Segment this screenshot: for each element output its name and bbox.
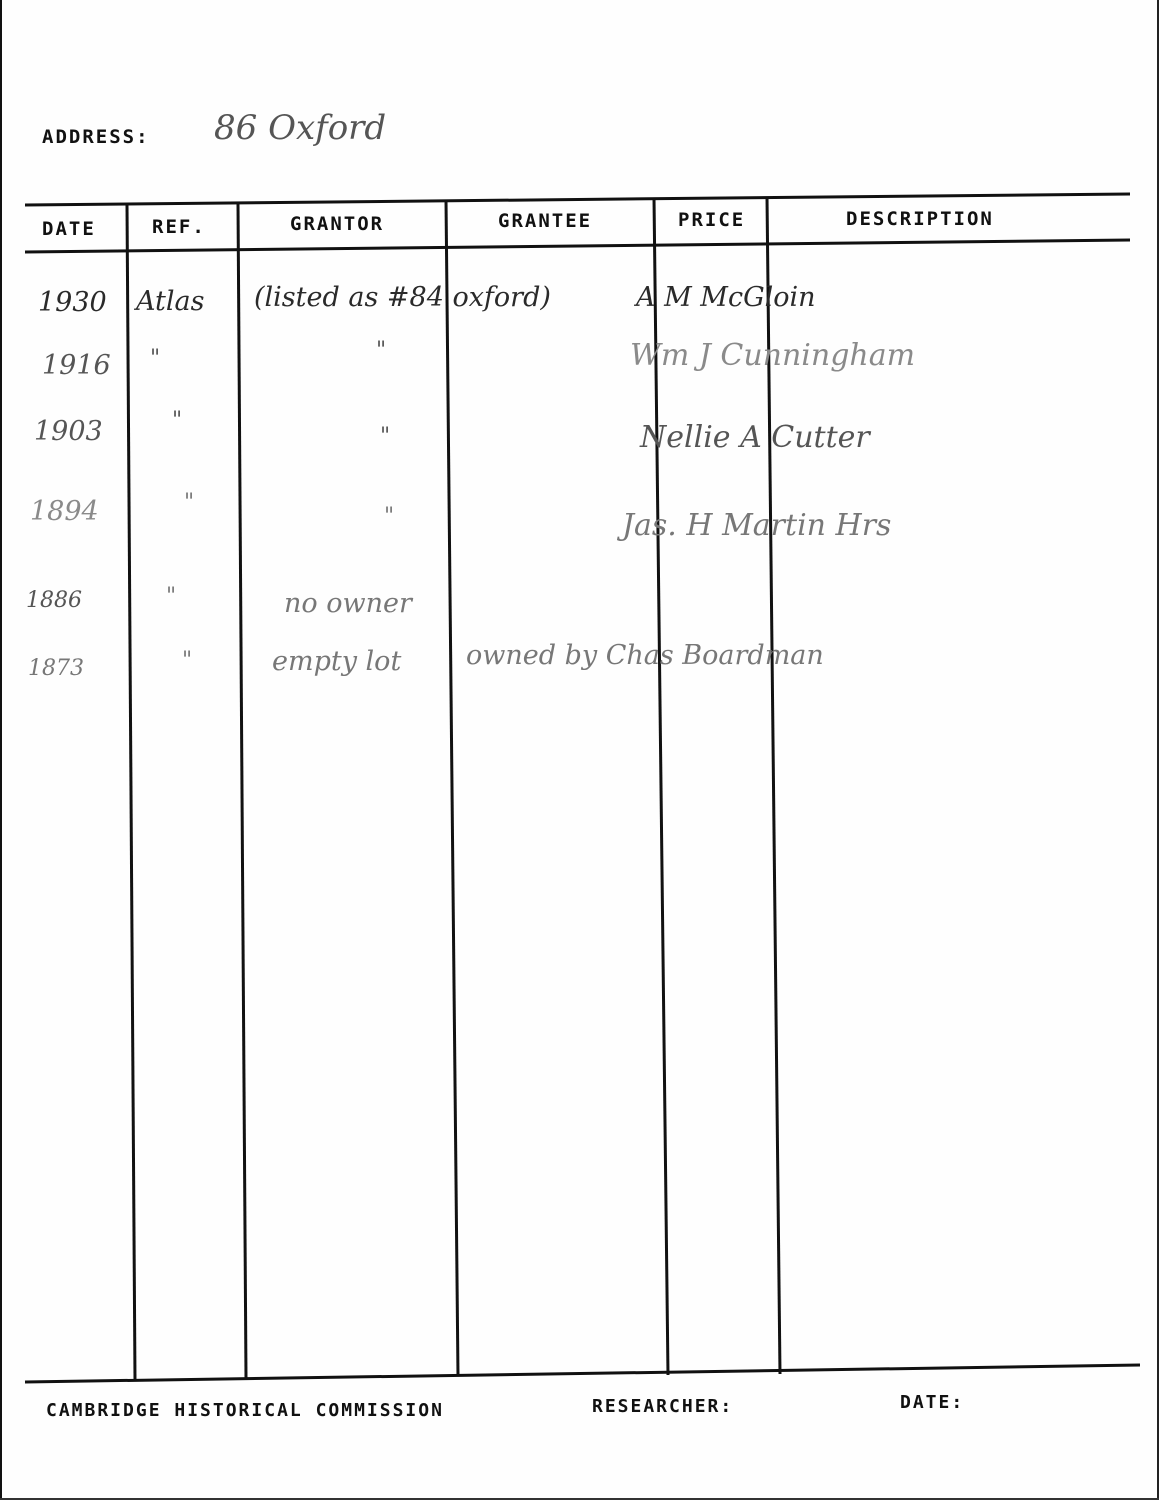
column-header-ref: REF. — [152, 216, 206, 238]
column-header-grantor: GRANTOR — [290, 213, 385, 235]
table-row-date: 1930 — [38, 287, 107, 318]
table-row-ref: " — [172, 408, 183, 433]
table-row-owner: Wm J Cunningham — [630, 338, 916, 373]
address-value: 86 Oxford — [214, 108, 387, 148]
table-row-date: 1873 — [28, 656, 84, 681]
table-row-grantor: " — [376, 338, 387, 363]
date-label: DATE: — [900, 1392, 965, 1413]
table-row-grantor: empty lot — [272, 646, 402, 677]
table-row-grantor: (listed as #84 oxford) — [254, 282, 551, 313]
table-row-owner: Nellie A Cutter — [640, 420, 870, 455]
table-row-date: 1894 — [30, 496, 99, 527]
table-row-owner: A M McGloin — [636, 282, 816, 313]
table-row-grantor: no owner — [284, 588, 412, 619]
table-row-date: 1903 — [34, 416, 103, 447]
table-row-date: 1886 — [26, 588, 82, 613]
commission-label: CAMBRIDGE HISTORICAL COMMISSION — [46, 1400, 444, 1421]
table-row-date: 1916 — [42, 350, 111, 381]
column-header-date: DATE — [42, 218, 96, 240]
address-label: ADDRESS: — [42, 126, 150, 148]
table-row-ref: " — [184, 490, 195, 515]
table-row-grantor: " — [384, 504, 395, 529]
table-row-owner: owned by Chas Boardman — [466, 640, 824, 671]
table-row-ref: " — [166, 584, 177, 609]
table-row-grantor: " — [380, 424, 391, 449]
researcher-label: RESEARCHER: — [592, 1396, 734, 1417]
column-header-description: DESCRIPTION — [846, 208, 994, 230]
column-header-price: PRICE — [678, 209, 746, 231]
table-row-owner: Jas. H Martin Hrs — [622, 508, 892, 543]
table-row-ref: " — [150, 346, 161, 371]
table-row-ref: Atlas — [136, 286, 205, 317]
table-row-ref: " — [182, 648, 193, 673]
column-header-grantee: GRANTEE — [498, 210, 593, 232]
